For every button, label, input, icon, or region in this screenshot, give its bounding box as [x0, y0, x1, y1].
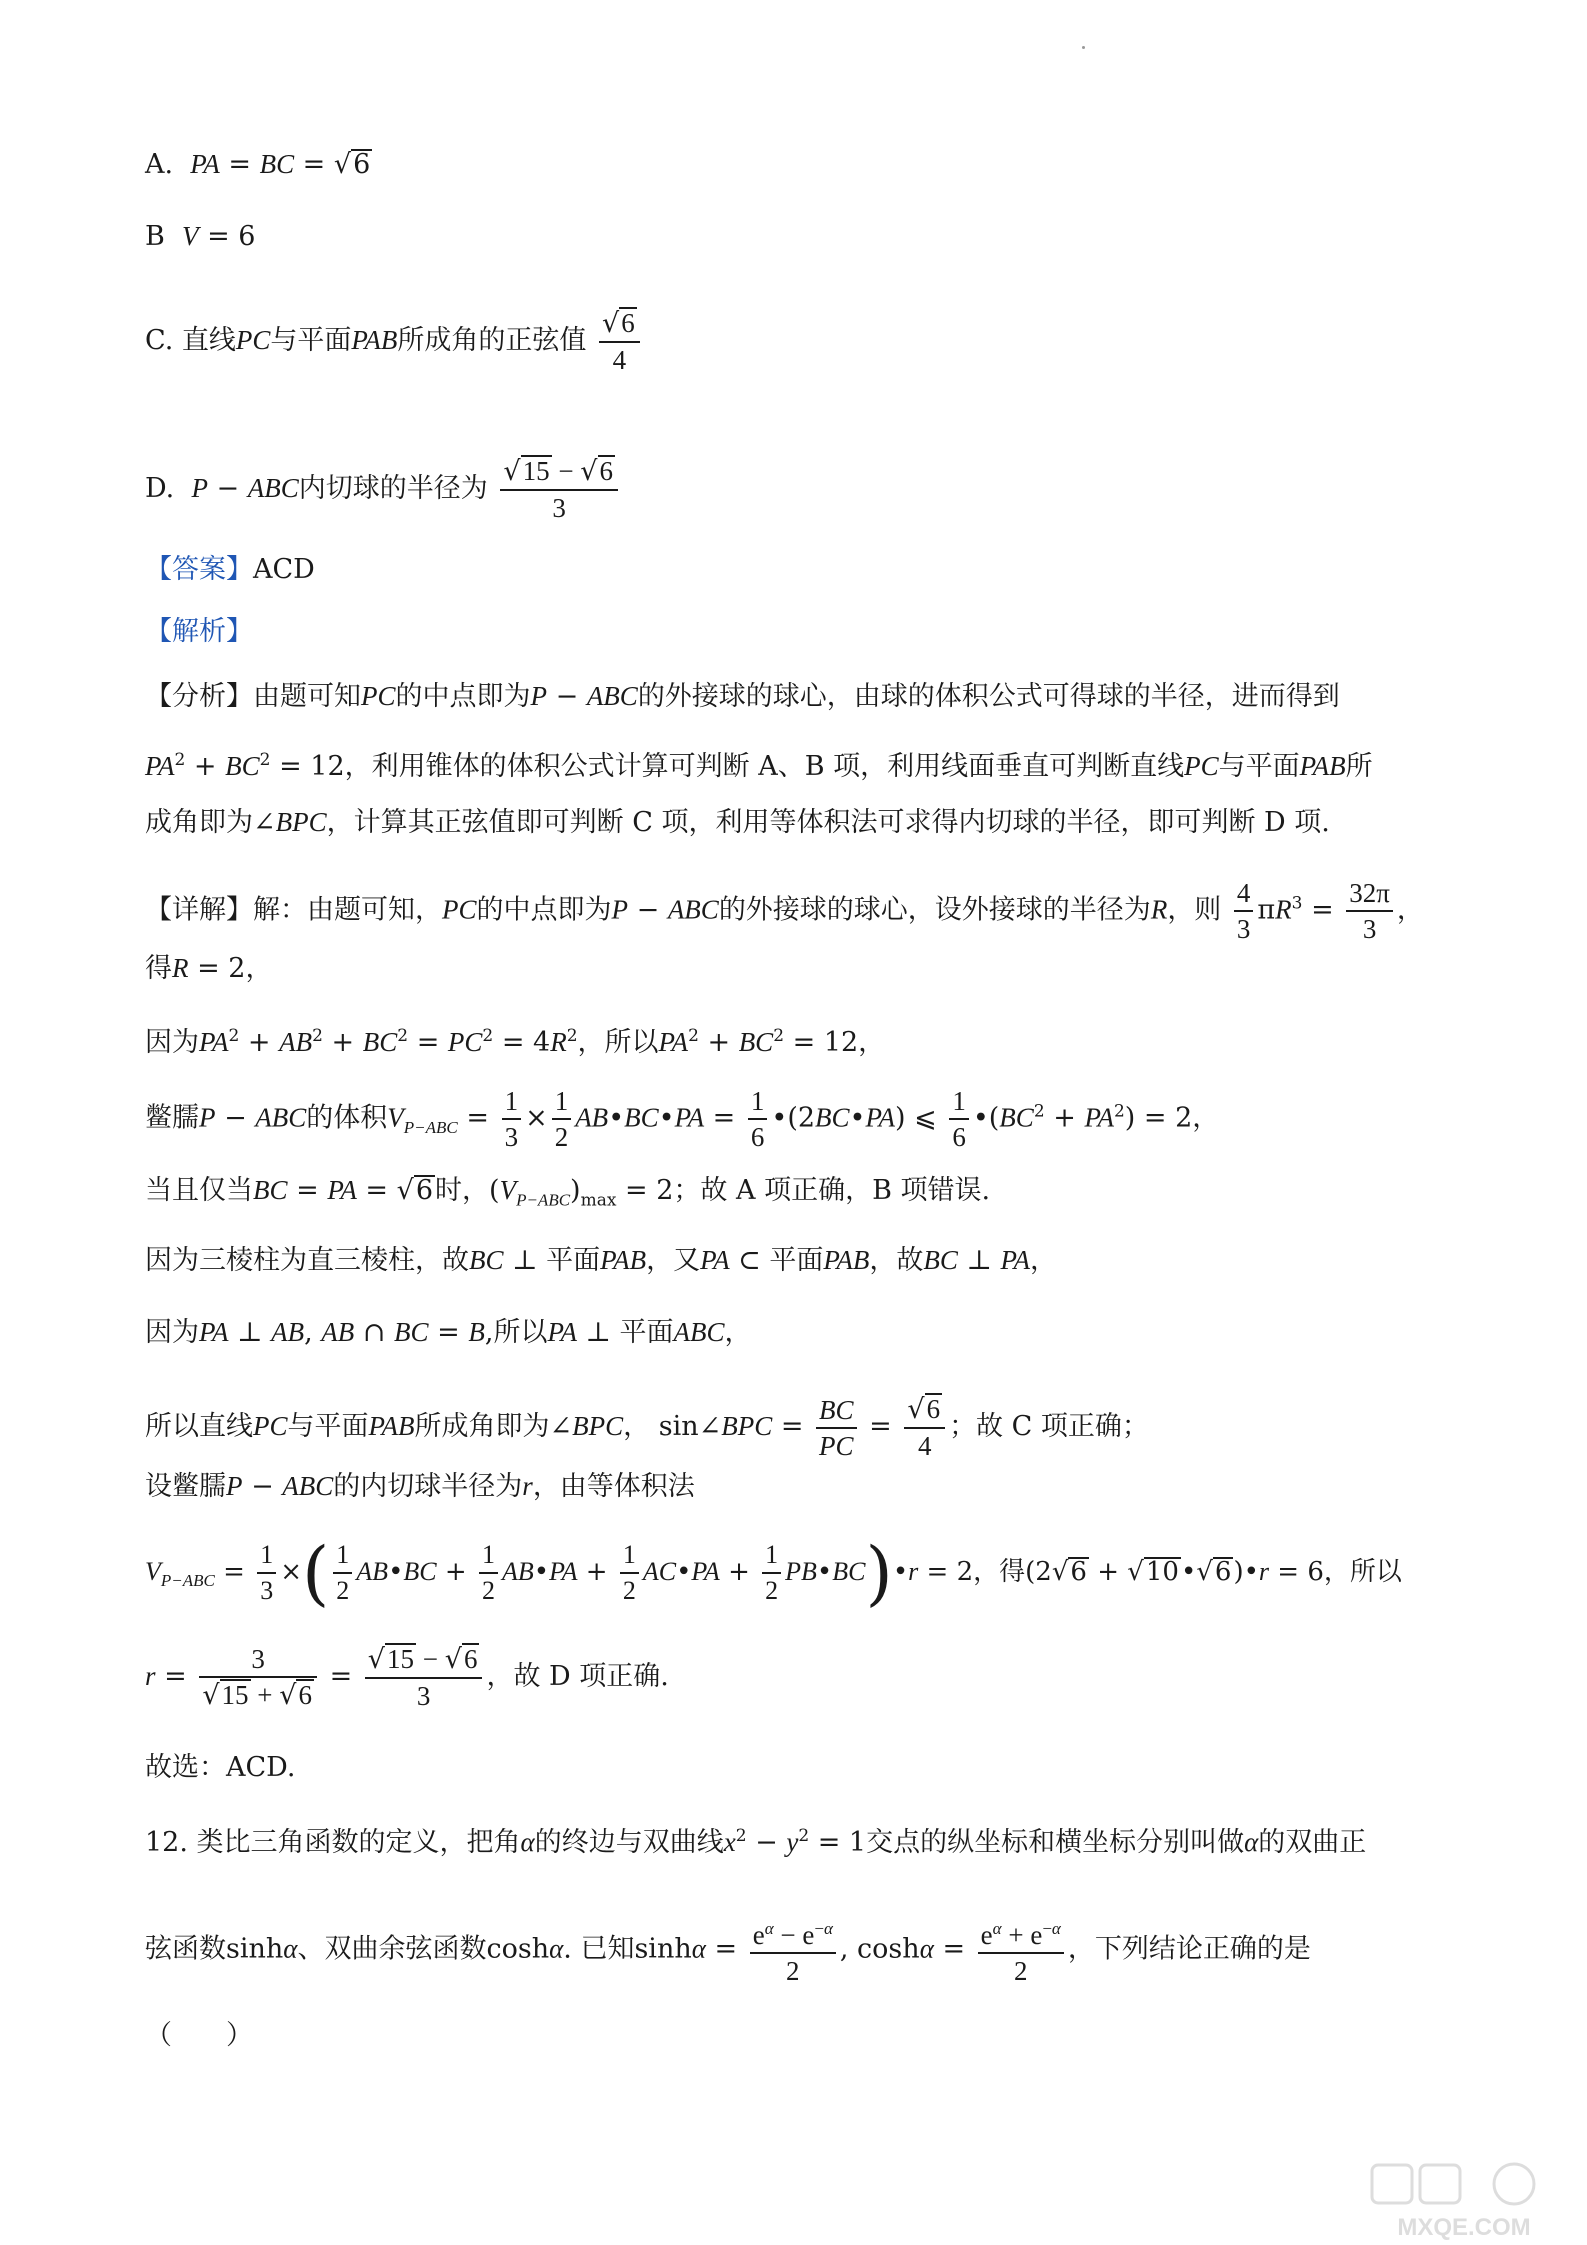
fenxi-line-1: 【分析】由题可知PC的中点即为P − ABC的外接球的球心，由球的体积公式可得球的半径，进而得到: [145, 681, 1340, 712]
detail-line-7: 因为PA ⊥ AB, AB ∩ BC = B,所以PA ⊥ 平面ABC，: [145, 1317, 752, 1348]
watermark-logo: [1364, 2159, 1569, 2241]
detail-line-10: $V_{P-ABC}$ = $\frac{1}{3}$ ×( $\frac{1}{2}$ AB•BC + $\frac{1}{2}$ AB•PA + $\frac{1}{2}$ AC•PA + $\frac{1}{2}$ PB•BC)•r = 2，得(2√6 + √10•√6)•r = 6，所以: [145, 1532, 1402, 1614]
detail-line-2: 得R = 2，: [145, 953, 273, 984]
detail-line-6: 因为三棱柱为直三棱柱，故BC ⊥ 平面PAB，又PA ⊂ 平面PAB，故BC ⊥ PA，: [145, 1245, 1057, 1276]
detail-line-11: r = $\frac{3}{√15 + √6}$ = $\frac{√15 - √6}{3}$ ，故 D 项正确.: [145, 1644, 669, 1711]
detail-line-9: 设鳖臑P − ABC的内切球半径为r，由等体积法: [145, 1471, 695, 1502]
answer-tag: 【答案】: [145, 554, 253, 585]
detail-line-3: 因为$PA^2 + AB^2 + BC^2 = PC^2 = 4R^2$，所以$PA^2 + BC^2 = 12$，: [145, 1026, 886, 1058]
fraction: $\frac{√15 - √6}{3}$: [500, 454, 618, 525]
detail-line-12: 故选：ACD.: [145, 1752, 296, 1783]
detail-line-1: 【详解】解：由题可知，PC的中点即为P − ABC的外接球的球心，设外接球的半径为R，则 $\frac{4}{3}$ $\pi R^3$ = $\frac{32\pi}{3}$ ，: [145, 878, 1424, 944]
fenxi-line-3: 成角即为∠BPC，计算其正弦值即可判断 C 项，利用等体积法可求得内切球的半径，即可判断 D 项.: [145, 807, 1330, 838]
analysis-tag: 【解析】: [145, 616, 253, 647]
fenxi-line-2: $PA^2 + BC^2 = 12$，利用锥体的体积公式计算可判断 A、B 项，利用线面垂直可判断直线PC与平面PAB所: [145, 750, 1373, 782]
analysis-tag-line: [145, 612, 253, 652]
question-12-line-2: 弦函数sinhα、双曲余弦函数coshα. 已知sinhα = $\frac{e^\alpha - e^{-\alpha}}{2}$ , coshα = $\frac{e^\alpha + e^{-\alpha}}{2}$ ，下列结论正确的是: [145, 1912, 1311, 1988]
answer-line: [145, 550, 315, 590]
option-d: D. P − ABC内切球的半径为 $\frac{√15 - √6}{3}$: [145, 454, 622, 525]
option-c: C. 直线PC与平面PAB所成角的正弦值 $\frac{√6}{4}$: [145, 306, 644, 377]
detail-line-4: 鳖臑P − ABC的体积$V_{P-ABC}$ = $\frac{1}{3}$ × $\frac{1}{2}$ AB•BC•PA = $\frac{1}{6}$ •(2BC•PA) ⩽ $\frac{1}{6}$ $•(BC^2 + PA^2) = 2$，: [145, 1086, 1220, 1152]
detail-line-5: 当且仅当BC = PA = √6时，$(V_{P-ABC})_{max} = 2$；故 A 项正确，B 项错误.: [145, 1175, 991, 1211]
watermark-text: MXQE.COM: [1397, 2214, 1531, 2241]
question-12-bracket: （ ）: [145, 2020, 253, 2051]
detail-line-8: 所以直线PC与平面PAB所成角即为∠BPC， sin∠BPC = $\frac{BC}{PC}$ = $\frac{√6}{4}$ ；故 C 项正确；: [145, 1394, 1149, 1461]
option-a: A. PA = BC = √6: [145, 149, 371, 180]
answer-value: ACD: [253, 554, 315, 585]
scan-dot: [1082, 46, 1085, 49]
fraction: $\frac{√6}{4}$: [599, 306, 640, 377]
question-12-line-1: 12. 类比三角函数的定义，把角α的终边与双曲线$x^2 - y^2 = 1$交点的纵坐标和横坐标分别叫做α的双曲正: [145, 1826, 1367, 1858]
option-b: B V = 6: [145, 221, 256, 252]
